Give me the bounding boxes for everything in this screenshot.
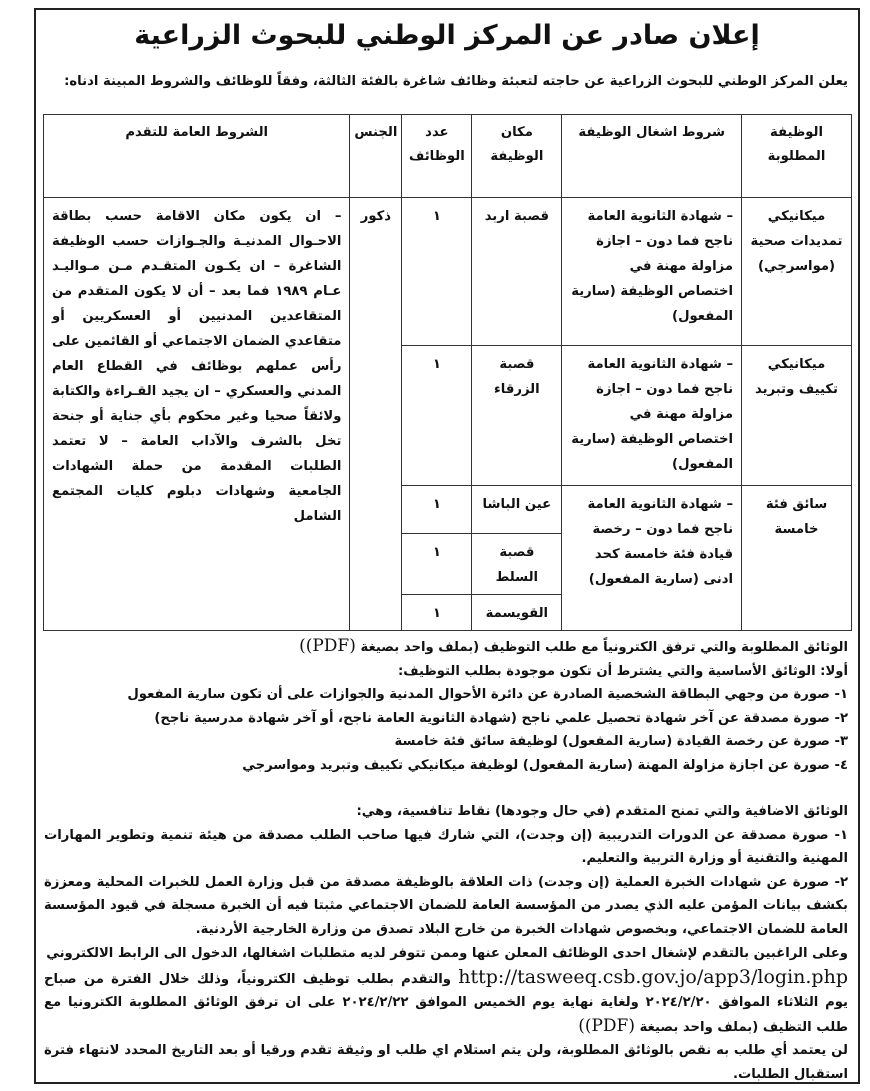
job-count: ١ <box>432 606 441 621</box>
job-count: ١ <box>432 209 441 224</box>
additional-documents-section <box>44 800 848 941</box>
job-location: قصبة اربد <box>484 209 549 224</box>
header-job: الوظيفة المطلوبة <box>742 115 852 198</box>
job-title: ميكانيكي تمديدات صحية (مواسرجي) <box>750 209 843 274</box>
list-item: ٢- صورة مصدقة عن آخر شهادة تحصيل علمي ناجح (شهادة الثانوية العامة ناجح، أو آخر شهادة مدرسية ناجح) <box>154 710 848 726</box>
intro-text: يعلن المركز الوطني للبحوث الزراعية عن حاجته لتعبئة وظائف شاغرة بالفئة الثالثة، وفقاً للوظائف والشروط المبينة ادناه: <box>64 74 848 89</box>
header-count: عدد الوظائف <box>402 115 472 198</box>
header-gender: الجنس <box>350 115 402 198</box>
gender-value: ذكور <box>360 209 392 224</box>
job-requirements: – شهادة الثانوية العامة ناجح فما دون – اجازة مزاولة مهنة في اختصاص الوظيفة (سارية المفعول) <box>571 357 734 472</box>
table-header-row <box>44 115 852 198</box>
documents-heading: الوثائق المطلوبة والتي ترفق الكترونياً مع طلب التوظيف (بملف واحد بصيغة <box>360 640 848 655</box>
job-requirements: – شهادة الثانوية العامة ناجح فما دون – اجازة مزاولة مهنة في اختصاص الوظيفة (سارية المفعول) <box>571 209 734 324</box>
header-general: الشروط العامة للتقدم <box>44 115 350 198</box>
header-location: مكان الوظيفة <box>472 115 562 198</box>
table-row <box>44 198 852 346</box>
required-documents-section <box>44 635 848 777</box>
rejection-notice: لن يعتمد أي طلب به نقص بالوثائق المطلوبة، ولن يتم استلام اي طلب او وثيقة تقدم ورقيا أو بعد التاريخ المحدد لانتهاء فترة استقبال الطلبات. <box>44 1043 848 1082</box>
list-item: ١- صورة مصدقة عن الدورات التدريبية (إن وجدت)، التي شارك فيها صاحب الطلب مصدقة من هيئة تنمية وتطوير المهارات المهنية والتقنية أو وزارة التربية والتعليم. <box>44 827 848 866</box>
jobs-table <box>43 114 852 631</box>
job-requirements: – شهادة الثانوية العامة ناجح فما دون – رخصة قيادة فئة خامسة كحد ادنى (سارية المفعول) <box>587 497 734 587</box>
general-conditions: – ان يكون مكان الاقامة حسب بطاقة الاحـوال المدنيـة والجـوازات حسب الوظيفة الشاغرة – ان يكـون المتقـدم مـن مـواليـد عـام ١٩٨٩ فما بعد – أن لا يكون المتقدم من المتقاعدين المدنيين أو العسكريين أو متقاعدي الضمان الاجتماعي أو القائمين على رأس عملهم بوظائف في القطاع العام المدني والعسكري – ان يجيد القـراءة والكتابة ولائقاً صحيا وغير محكوم بأي جناية أو جنحة تخل بالشرف والآداب العامة – لا تعتمد الطلبات المقدمة من حملة الشهادات الجامعية وشهادات دبلوم كليات المجتمع الشامل <box>52 209 342 524</box>
job-location: قصبة الزرقاء <box>494 357 540 397</box>
header-requirements: شروط اشغال الوظيفة <box>562 115 742 198</box>
job-title: سائق فئة خامسة <box>765 497 828 537</box>
job-location: قصبة السلط <box>495 545 539 585</box>
announcement-frame <box>34 8 860 1084</box>
basic-documents-heading: أولا: الوثائق الأساسية والتي يشترط أن تكون موجودة بطلب التوظيف: <box>398 663 848 679</box>
job-location: عين الباشا <box>482 497 552 512</box>
job-title: ميكانيكي تكييف وتبريد <box>755 357 839 397</box>
job-count: ١ <box>432 357 441 372</box>
list-item: ٤- صورة عن اجازة مزاولة المهنة (سارية المفعول) لوظيفة ميكانيكي تكييف وتبريد ومواسرجي <box>242 757 848 773</box>
instructions-text: وعلى الراغبين بالتقدم لإشغال احدى الوظائف المعلن عنها وممن تتوفر لديه متطلبات اشغالها، الدخول الى الرابط الالكتروني <box>46 946 848 961</box>
application-link[interactable]: http://tasweeq.csb.gov.jo/app3/login.php <box>458 965 848 988</box>
additional-documents-heading: الوثائق الاضافية والتي تمنح المتقدم (في حال وجودها) نقاط تنافسية، وهي: <box>356 804 848 819</box>
job-count: ١ <box>432 545 441 560</box>
list-item: ٣- صورة عن رخصة القيادة (سارية المفعول) لوظيفة سائق فئة خامسة <box>394 734 848 749</box>
list-item: ٢- صورة عن شهادات الخبرة العملية (إن وجدت) ذات العلاقة بالوظيفة مصدقة من قبل وزارة العمل للخبرات المحلية ومعززة بكشف بيانات المؤمن عليه الذي يصدر من المؤسسة العامة للضمان الاجتماعي مثبتا فيه أن الخبرة مسجلة في قيود المؤسسة العامة للضمان الاجتماعي، وبخصوص شهادات الخبرة من خارج البلاد تصدق من وزارة الخارجية الأردنية. <box>44 874 848 937</box>
documents-heading-pdf: (PDF)) <box>299 636 356 656</box>
job-count: ١ <box>432 497 441 512</box>
instructions-dates: والتقدم بطلب توظيف الكترونياً، وذلك خلال الفترة من صباح يوم الثلاثاء الموافق ٢٠٢٤/٢/٢٠ ولغاية نهاية يوم الخميس الموافق ٢٠٢٤/٢/٢٢ على ان ترفق الوثائق المطلوبة الكترونيا مع طلب التظيف (بملف واحد بصيغة <box>44 971 849 1035</box>
list-item: ١- صورة من وجهي البطاقة الشخصية الصادرة عن دائرة الأحوال المدنية والجوازات على أن تكون سارية المفعول <box>127 687 848 702</box>
application-instructions <box>44 942 848 1086</box>
instructions-pdf: (PDF)) <box>578 1015 635 1036</box>
job-location: القويسمة <box>485 606 549 621</box>
announcement-title: إعلان صادر عن المركز الوطني للبحوث الزراعية <box>134 20 760 51</box>
